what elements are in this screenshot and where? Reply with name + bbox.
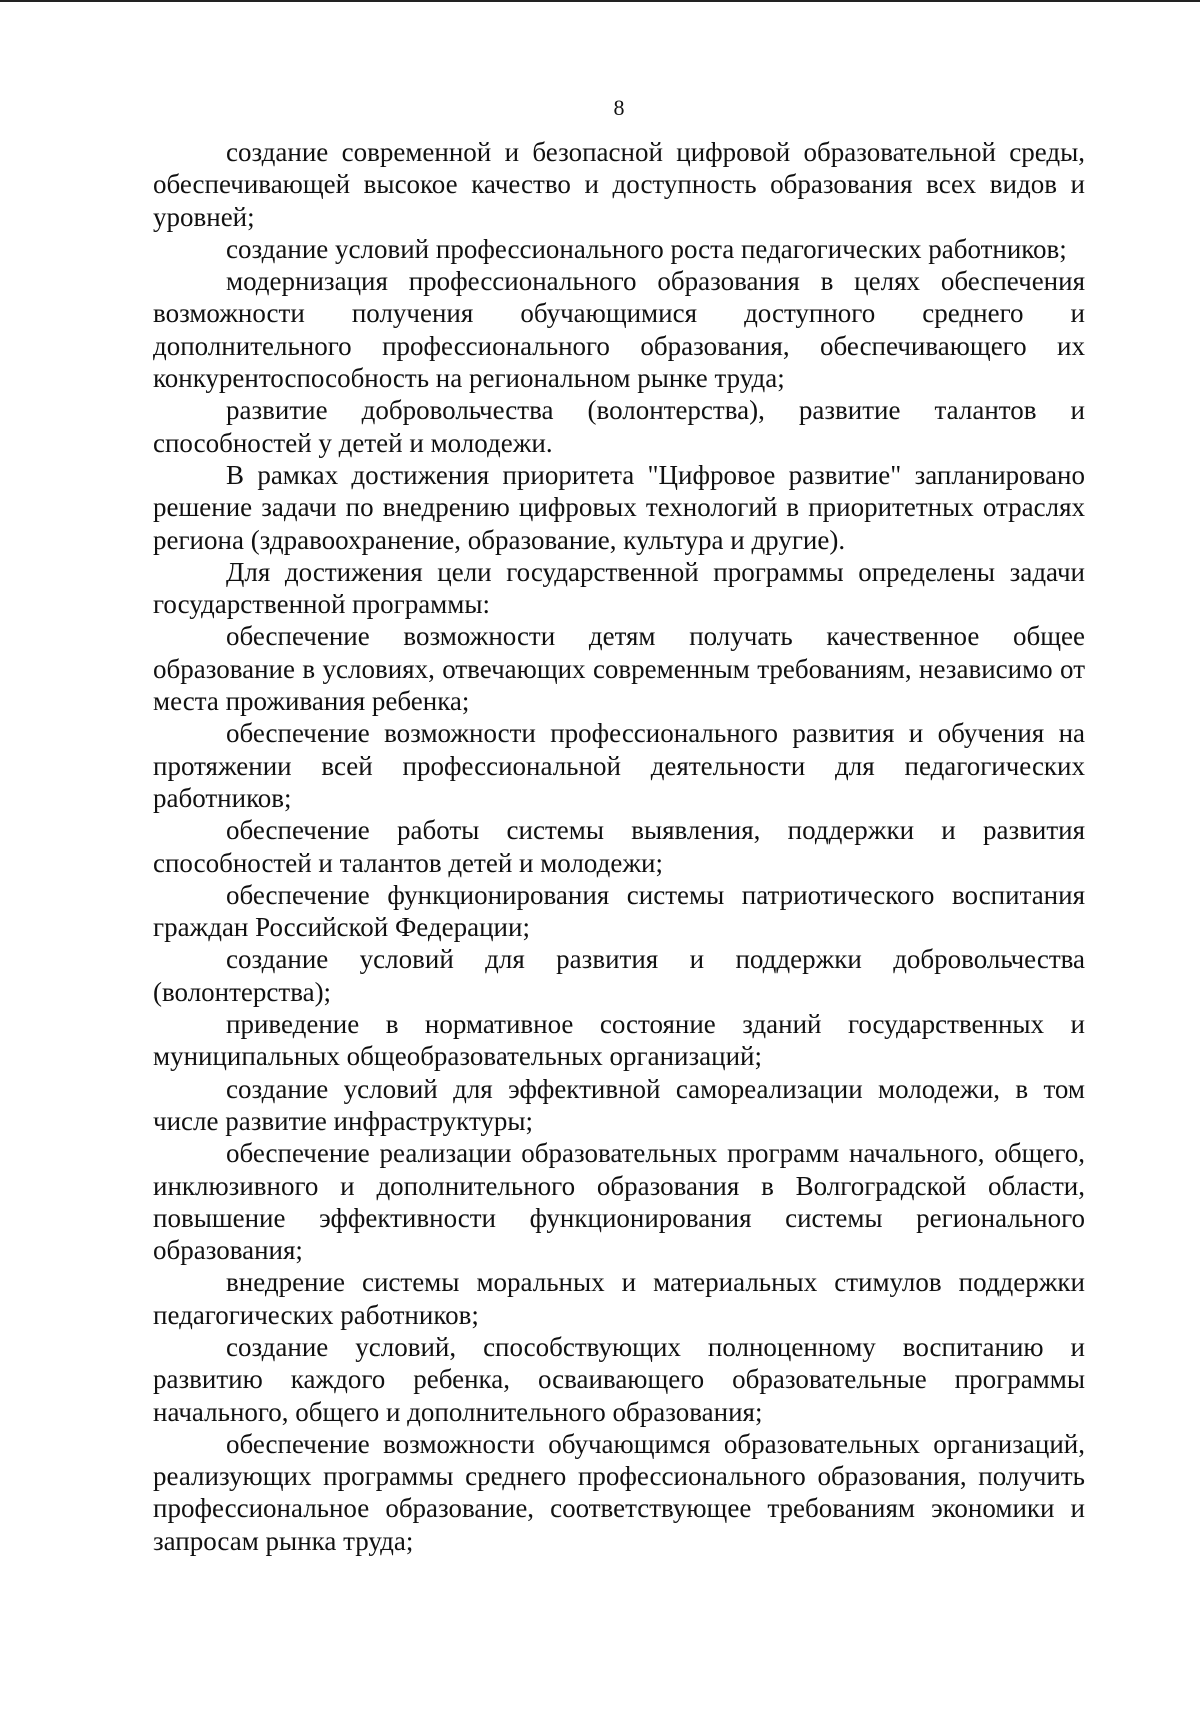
paragraph: создание современной и безопасной цифровой образовательной среды, обеспечивающей высокое качество и доступность образования всех видов и уровней; — [153, 137, 1085, 232]
paragraph: Для достижения цели государственной программы определены задачи государственной программы: — [153, 556, 1085, 620]
page-number: 8 — [613, 95, 625, 120]
paragraph: модернизация профессионального образования в целях обеспечения возможности получения обучающимися доступного среднего и дополнительного профессионального образования, обеспечивающего их конкурентоспособность на региональном рынке труда; — [153, 266, 1085, 394]
paragraph: создание условий для развития и поддержки добровольчества (волонтерства); — [153, 944, 1085, 1007]
paragraph: обеспечение работы системы выявления, поддержки и развития способностей и талантов детей и молодежи; — [153, 815, 1085, 878]
paragraph: обеспечение реализации образовательных программ начального, общего, инклюзивного и дополнительного образования в Волгоградской области, повышение эффективности функционирования системы регионального образования; — [153, 1138, 1085, 1266]
paragraph: обеспечение функционирования системы патриотического воспитания граждан Российской Федерации; — [153, 879, 1085, 943]
paragraph: обеспечение возможности обучающимся образовательных организаций, реализующих программы среднего профессионального образования, получить профессиональное образование, соответствующее требованиям экономики и запросам рынка труда; — [153, 1428, 1085, 1556]
document-body — [153, 136, 1085, 1557]
paragraph: обеспечение возможности профессионального развития и обучения на протяжении всей профессиональной деятельности для педагогических работников; — [153, 718, 1085, 813]
scan-top-edge — [0, 0, 1200, 2]
paragraph: внедрение системы моральных и материальных стимулов поддержки педагогических работников; — [153, 1267, 1085, 1330]
paragraph: обеспечение возможности детям получать качественное общее образование в условиях, отвечающих современным требованиям, независимо от места проживания ребенка; — [153, 621, 1085, 717]
paragraph: создание условий, способствующих полноценному воспитанию и развитию каждого ребенка, осваивающего образовательные программы начального, общего и дополнительного образования; — [153, 1331, 1085, 1427]
paragraph: развитие добровольчества (волонтерства), развитие талантов и способностей у детей и молодежи. — [153, 395, 1085, 458]
paragraph: создание условий для эффективной самореализации молодежи, в том числе развитие инфраструктуры; — [153, 1073, 1085, 1136]
paragraph: приведение в нормативное состояние зданий государственных и муниципальных общеобразовательных организаций; — [153, 1009, 1085, 1072]
paragraph: создание условий профессионального роста педагогических работников; — [226, 233, 1067, 264]
paragraph: В рамках достижения приоритета "Цифровое развитие" запланировано решение задачи по внедрению цифровых технологий в приоритетных отраслях региона (здравоохранение, образование, культура и другие). — [153, 459, 1085, 555]
